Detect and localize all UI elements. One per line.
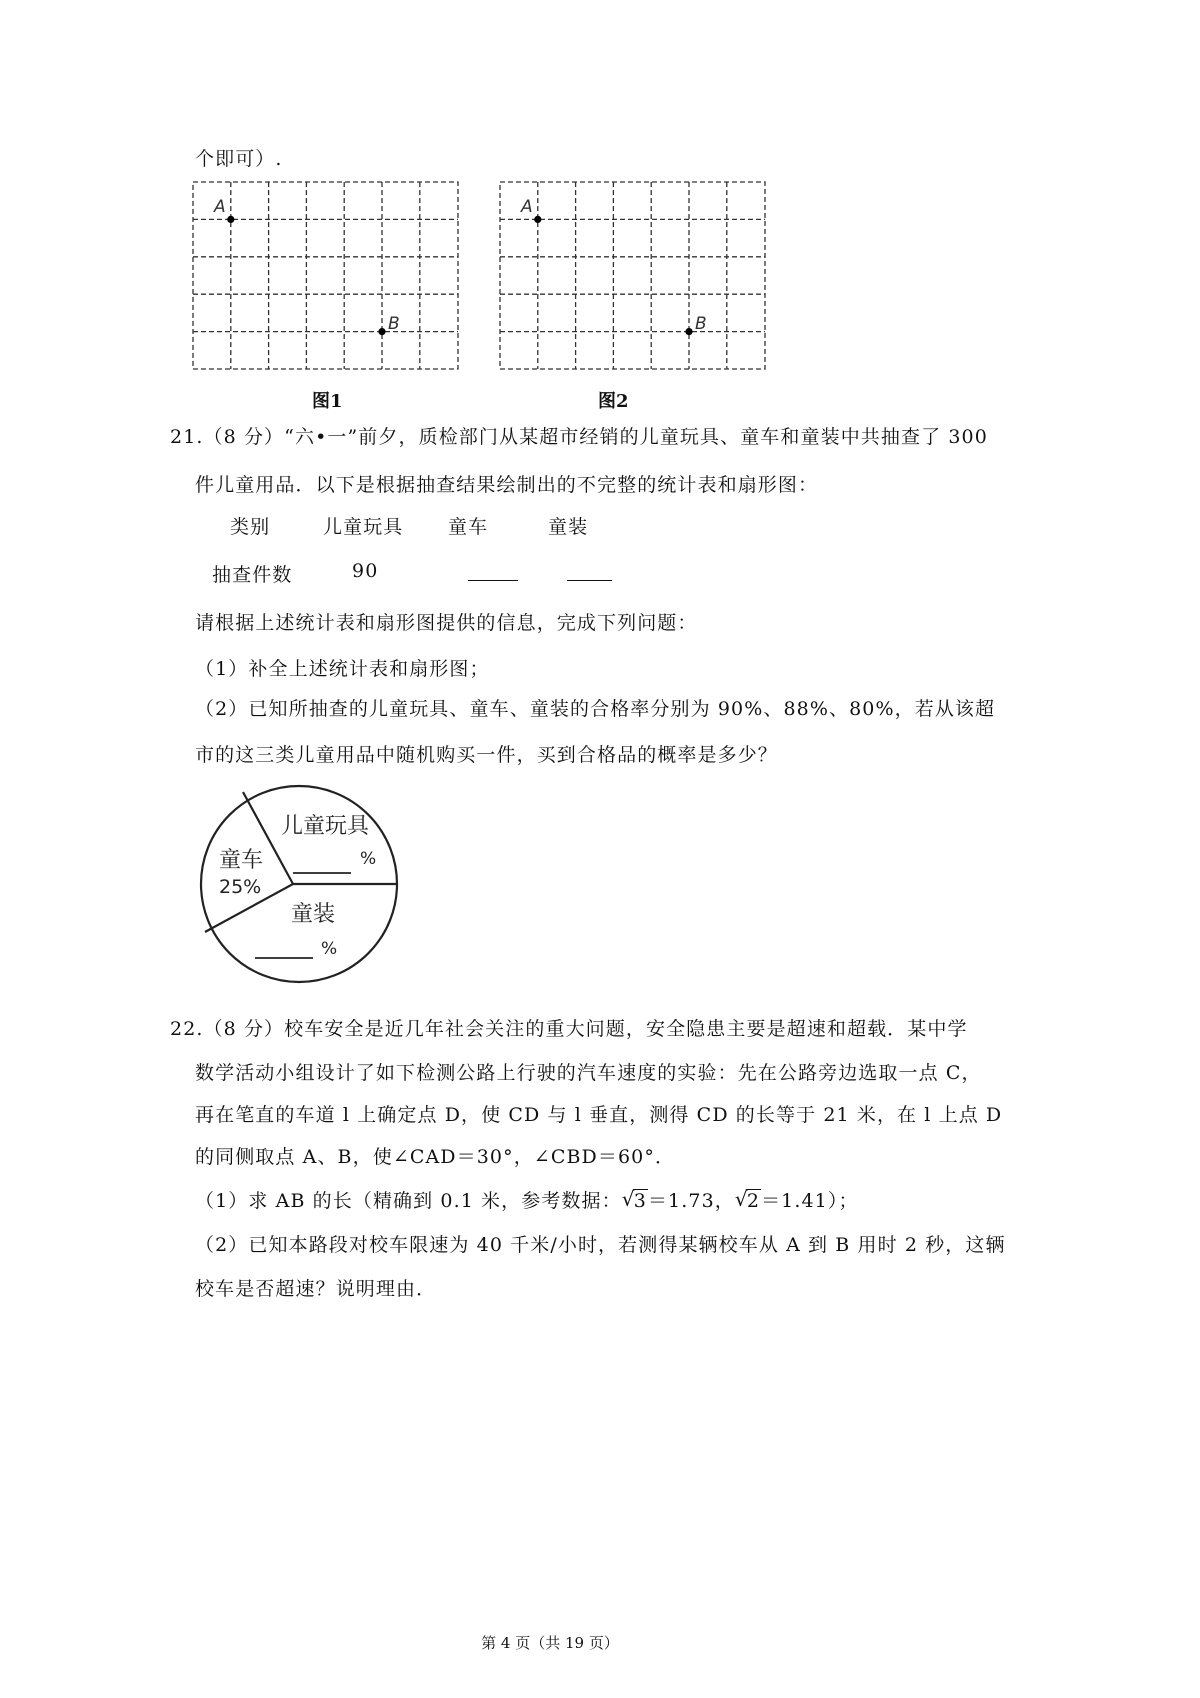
table-header-clothes: 童装 xyxy=(548,516,589,538)
table-value-toys: 90 xyxy=(352,560,379,582)
grid-figure-1 xyxy=(192,181,460,371)
point-a xyxy=(227,216,234,223)
q21-part-2-line-2: 市的这三类儿童用品中随机购买一件，买到合格品的概率是多少？ xyxy=(195,744,778,766)
continuation-text: 个即可）. xyxy=(195,148,283,170)
q21-text-1: “六•一”前夕，质检部门从某超市经销的儿童玩具、童车和童装中共抽查了 300 xyxy=(284,426,988,448)
q22-line-2: 数学活动小组设计了如下检测公路上行驶的汽车速度的实验：先在公路旁边选取一点 C， xyxy=(195,1062,982,1084)
q21-prompt: 请根据上述统计表和扇形图提供的信息，完成下列问题： xyxy=(195,612,698,634)
q22-text-1: 校车安全是近几年社会关注的重大问题，安全隐患主要是超速和超载．某中学 xyxy=(284,1018,968,1040)
pie-label-clothes: 童装 xyxy=(291,902,336,927)
q22-line-4: 的同侧取点 A、B，使∠CAD＝30°，∠CBD＝60°． xyxy=(195,1146,676,1168)
point-a xyxy=(534,216,541,223)
pie-chart xyxy=(197,782,402,986)
q21-number: 21. xyxy=(170,426,204,448)
label-a: A xyxy=(214,197,226,217)
table-header-car: 童车 xyxy=(448,516,489,538)
pie-label-toys: 儿童玩具 xyxy=(281,814,370,839)
pie-percent-clothes: % xyxy=(321,939,338,959)
q22-score: （8 分） xyxy=(203,1018,285,1040)
sqrt-3-value: ＝1.73， xyxy=(647,1190,735,1212)
q22-part-2-line-2: 校车是否超速？说明理由． xyxy=(195,1278,437,1300)
figure-1-caption: 图1 xyxy=(312,391,343,412)
grid-figure-2 xyxy=(499,181,767,371)
q21-line-1 xyxy=(170,422,988,449)
figure-2-caption: 图2 xyxy=(598,391,629,412)
point-b xyxy=(685,328,692,335)
table-blank-car xyxy=(468,560,518,581)
table-header-toys: 儿童玩具 xyxy=(323,516,404,538)
sqrt-2-value: ＝1.41）； xyxy=(761,1190,859,1212)
pie-label-car: 童车 xyxy=(219,848,264,873)
table-row-label: 抽查件数 xyxy=(212,564,293,586)
table-header-category: 类别 xyxy=(230,516,271,538)
q21-score: （8 分） xyxy=(203,426,285,448)
page-footer: 第 4 页（共 19 页） xyxy=(481,1634,619,1652)
q21-part-2-line-1: （2）已知所抽查的儿童玩具、童车、童装的合格率分别为 90%、88%、80%，若从该超 xyxy=(195,698,996,720)
pie-percent-car: 25% xyxy=(219,876,262,898)
q22-part-1-text: （1）求 AB 的长（精确到 0.1 米，参考数据： xyxy=(195,1190,622,1212)
q21-part-1: （1）补全上述统计表和扇形图； xyxy=(195,658,490,680)
point-b xyxy=(378,328,385,335)
table-blank-clothes xyxy=(567,560,612,581)
sqrt-2: √ 2 xyxy=(734,1187,761,1212)
label-b: B xyxy=(388,314,400,334)
pie-percent-toys: % xyxy=(360,849,377,869)
q22-line-3: 再在笔直的车道 l 上确定点 D，使 CD 与 l 垂直，测得 CD 的长等于 21 米，在 l 上点 D xyxy=(195,1104,1003,1126)
q22-part-2-line-1: （2）已知本路段对校车限速为 40 千米/小时，若测得某辆校车从 A 到 B 用时 2 秒，这辆 xyxy=(195,1234,1006,1256)
label-b: B xyxy=(695,314,707,334)
q22-part-1 xyxy=(195,1186,859,1213)
q22-line-1 xyxy=(170,1014,968,1041)
q21-line-2: 件儿童用品．以下是根据抽查结果绘制出的不完整的统计表和扇形图： xyxy=(195,474,819,496)
label-a: A xyxy=(521,197,533,217)
sqrt-3: √ 3 xyxy=(621,1187,647,1212)
q22-number: 22. xyxy=(170,1018,204,1040)
